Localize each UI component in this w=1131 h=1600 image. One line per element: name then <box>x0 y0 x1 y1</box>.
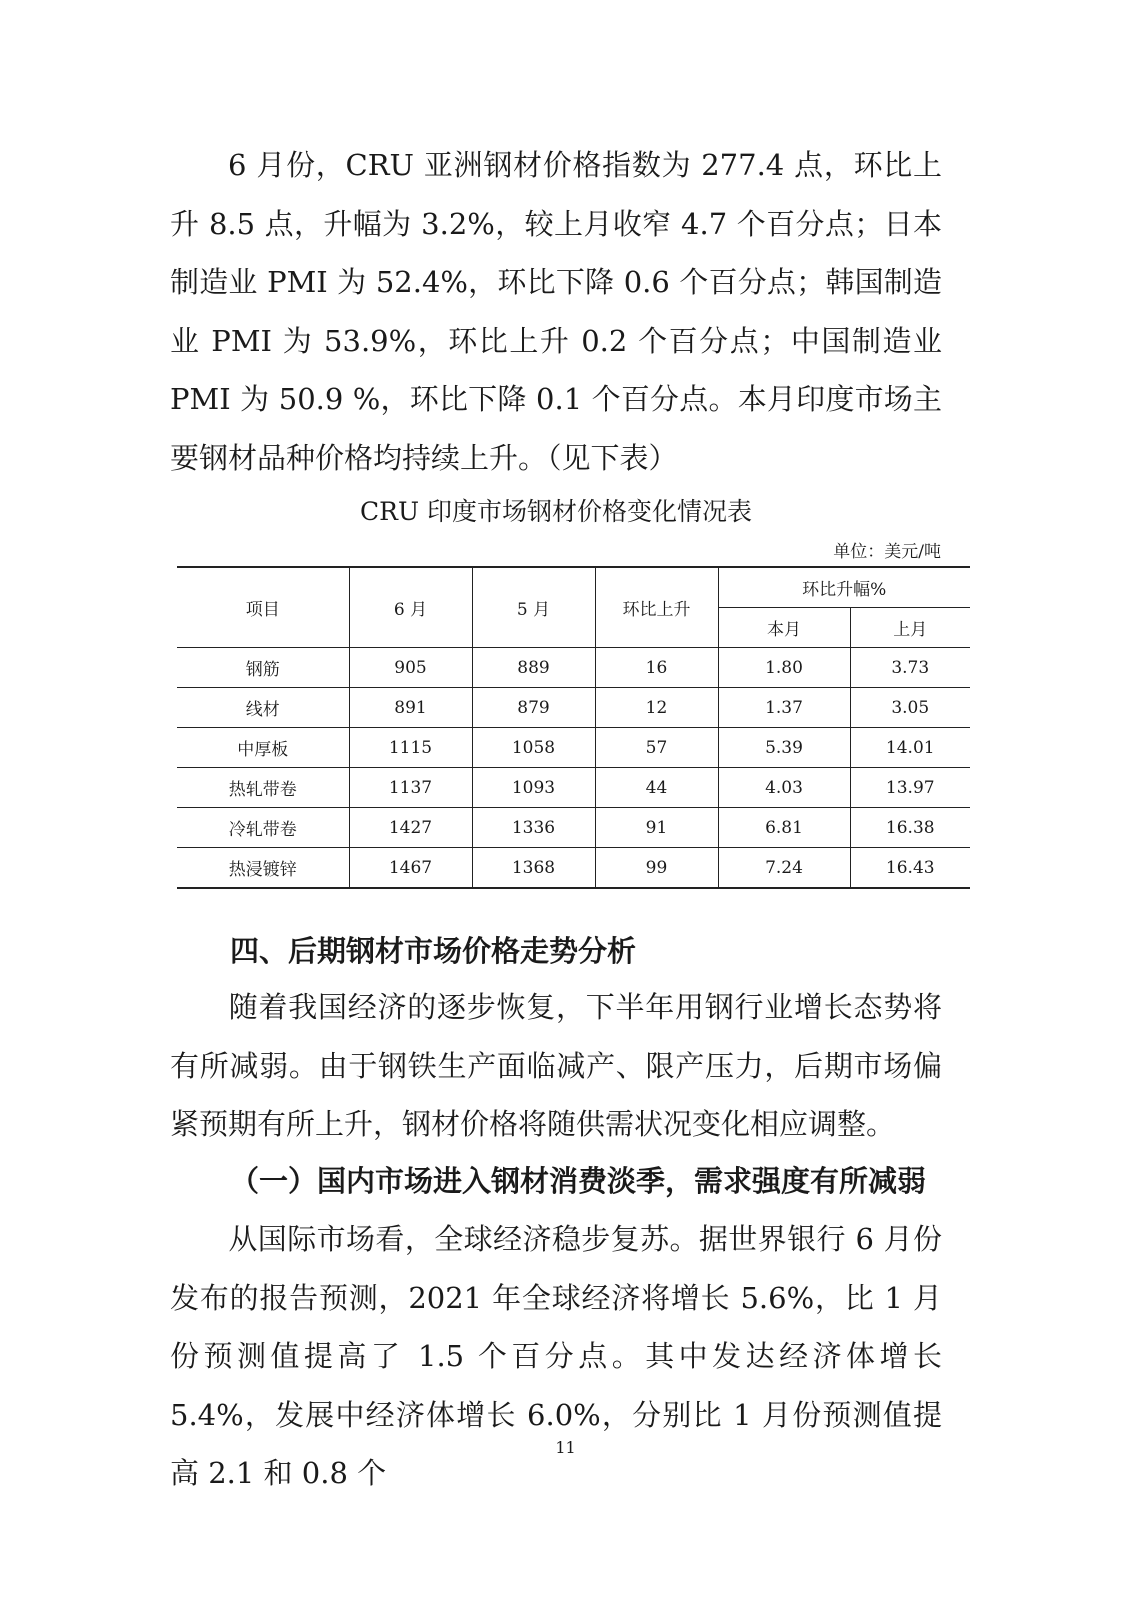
cell-item: 热轧带卷 <box>177 768 349 808</box>
cell-june: 1115 <box>349 728 472 768</box>
table-row <box>177 848 970 889</box>
cell-item: 冷轧带卷 <box>177 808 349 848</box>
cell-change: 57 <box>595 728 718 768</box>
cell-june: 905 <box>349 648 472 688</box>
cell-last-month: 16.38 <box>850 808 970 848</box>
cell-last-month: 16.43 <box>850 848 970 889</box>
table-row <box>177 728 970 768</box>
table-row <box>177 768 970 808</box>
cell-may: 1093 <box>472 768 595 808</box>
cell-item: 热浸镀锌 <box>177 848 349 889</box>
cell-item: 线材 <box>177 688 349 728</box>
price-table <box>177 566 970 889</box>
cell-may: 1058 <box>472 728 595 768</box>
cell-last-month: 14.01 <box>850 728 970 768</box>
header-this-month: 本月 <box>718 608 850 648</box>
paragraph-outlook <box>170 978 942 1154</box>
header-mom-pct: 环比升幅% <box>718 567 970 608</box>
paragraph-international-text: 从国际市场看，全球经济稳步复苏。据世界银行 6 月份发布的报告预测，2021 年全球经济将增长 5.6%，比 1 月份预测值提高了 1.5 个百分点。其中发达经济体增长 5.4%，发展中经济体增长 6.0%，分别比 1 月份预测值提高 2.1 和 0.8 个 <box>170 1222 942 1490</box>
paragraph-international <box>170 1210 942 1503</box>
cell-this-month: 4.03 <box>718 768 850 808</box>
cell-june: 1427 <box>349 808 472 848</box>
section-heading: 四、后期钢材市场价格走势分析 <box>230 934 637 968</box>
cell-june: 1467 <box>349 848 472 889</box>
header-may: 5 月 <box>472 567 595 648</box>
paragraph-outlook-text: 随着我国经济的逐步恢复，下半年用钢行业增长态势将有所减弱。由于钢铁生产面临减产、限产压力，后期市场偏紧预期有所上升，钢材价格将随供需状况变化相应调整。 <box>170 990 942 1141</box>
cell-may: 1336 <box>472 808 595 848</box>
cell-may: 889 <box>472 648 595 688</box>
cell-change: 99 <box>595 848 718 889</box>
table-row <box>177 688 970 728</box>
header-mom-change: 环比上升 <box>595 567 718 648</box>
cell-change: 44 <box>595 768 718 808</box>
cell-this-month: 5.39 <box>718 728 850 768</box>
cell-item: 钢筋 <box>177 648 349 688</box>
sub-heading: （一）国内市场进入钢材消费淡季，需求强度有所减弱 <box>230 1164 927 1198</box>
cell-this-month: 1.80 <box>718 648 850 688</box>
cell-this-month: 6.81 <box>718 808 850 848</box>
table-row <box>177 648 970 688</box>
cell-item: 中厚板 <box>177 728 349 768</box>
cell-may: 1368 <box>472 848 595 889</box>
cell-june: 1137 <box>349 768 472 808</box>
table-unit: 单位：美元/吨 <box>833 542 941 562</box>
cell-june: 891 <box>349 688 472 728</box>
cell-change: 16 <box>595 648 718 688</box>
header-june: 6 月 <box>349 567 472 648</box>
cell-last-month: 13.97 <box>850 768 970 808</box>
cell-this-month: 1.37 <box>718 688 850 728</box>
cell-this-month: 7.24 <box>718 848 850 889</box>
paragraph-cru-index-text: 6 月份，CRU 亚洲钢材价格指数为 277.4 点，环比上升 8.5 点，升幅为 3.2%，较上月收窄 4.7 个百分点；日本制造业 PMI 为 52.4%，环比下降 0.6 个百分点；韩国制造业 PMI 为 53.9%，环比上升 0.2 个百分点；中国制造业 PMI 为 50.9 %，环比下降 0.1 个百分点。本月印度市场主要钢材品种价格均持续上升。（见下表） <box>170 148 942 475</box>
cell-change: 91 <box>595 808 718 848</box>
page-number: 11 <box>555 1438 576 1457</box>
cell-last-month: 3.73 <box>850 648 970 688</box>
header-last-month: 上月 <box>850 608 970 648</box>
cell-last-month: 3.05 <box>850 688 970 728</box>
table-row <box>177 808 970 848</box>
table-header-row <box>177 567 970 608</box>
cell-may: 879 <box>472 688 595 728</box>
table-title: CRU 印度市场钢材价格变化情况表 <box>360 497 752 526</box>
paragraph-cru-index <box>170 136 942 487</box>
header-item: 项目 <box>177 567 349 648</box>
cell-change: 12 <box>595 688 718 728</box>
